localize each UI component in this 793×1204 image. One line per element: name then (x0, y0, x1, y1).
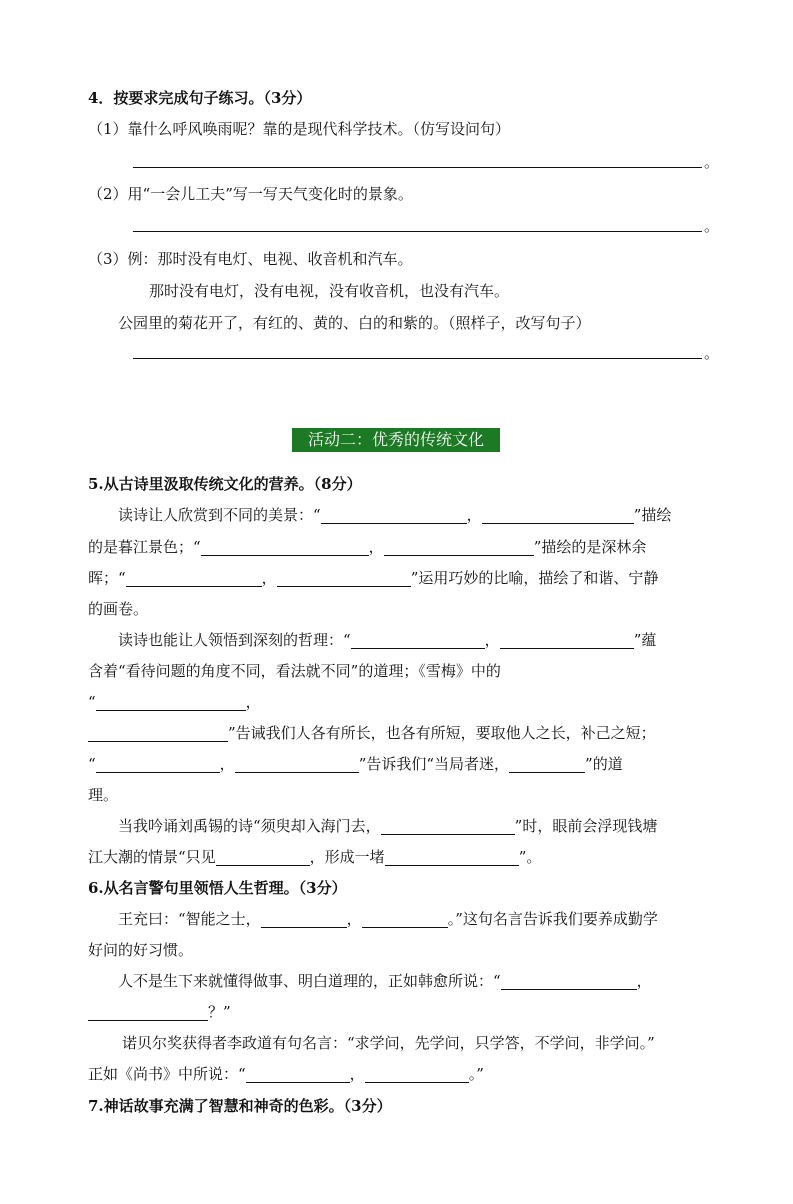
q5-line (88, 568, 658, 588)
blank[interactable] (201, 539, 369, 556)
text: ， (368, 538, 384, 556)
text: 江大潮的情景“只见 (88, 848, 216, 866)
text: ， (636, 972, 652, 990)
blank[interactable] (96, 756, 220, 773)
blank[interactable] (381, 818, 515, 835)
blank[interactable] (365, 1066, 469, 1083)
text: ？” (208, 1003, 231, 1021)
q7-title: 7.神话故事充满了智慧和神奇的色彩。（3分） (88, 1097, 392, 1115)
answer-line[interactable] (133, 231, 702, 232)
text: 。”这句名言告诉我们要养成勤学 (447, 910, 658, 928)
blank[interactable] (385, 849, 519, 866)
q4-item3-line1: （3）例：那时没有电灯、电视、收音机和汽车。 (88, 250, 413, 268)
text: 读诗让人欣赏到不同的美景：“ (118, 506, 321, 524)
q5-line (118, 630, 656, 650)
blank[interactable] (362, 911, 448, 928)
text: 正如《尚书》中所说：“ (88, 1065, 246, 1083)
blank[interactable] (246, 1066, 350, 1083)
text: ， (219, 755, 235, 773)
blank[interactable] (384, 539, 534, 556)
q5-line (88, 537, 646, 557)
q5-line (88, 847, 541, 867)
text: ”告诉我们“当局者迷， (358, 755, 510, 773)
text: “ (88, 693, 96, 711)
q5-line (88, 723, 656, 743)
text: 晖；“ (88, 569, 126, 587)
text: ”。 (518, 848, 542, 866)
period: 。 (704, 217, 720, 235)
q4-item2: （2）用“一会儿工夫”写一写天气变化时的景象。 (88, 185, 413, 203)
blank[interactable] (261, 911, 347, 928)
text: 。” (468, 1065, 484, 1083)
q6-line (118, 971, 652, 991)
q5-line (118, 505, 671, 525)
text: ”的道 (585, 755, 623, 773)
blank[interactable] (509, 756, 585, 773)
text: ， (349, 1065, 365, 1083)
q5-line: 的画卷。 (88, 600, 149, 618)
q4-item3-line2: 那时没有电灯，没有电视，没有收音机，也没有汽车。 (149, 282, 510, 300)
text: ，形成一堵 (309, 848, 385, 866)
q6-line (88, 1064, 484, 1084)
blank[interactable] (96, 694, 246, 711)
q6-line (88, 1002, 231, 1022)
blank[interactable] (126, 570, 262, 587)
blank[interactable] (277, 570, 411, 587)
text: ”告诫我们人各有所长，也各有所短，要取他人之长，补己之短； (228, 724, 656, 742)
text: ， (346, 910, 362, 928)
text: ”时，眼前会浮现钱塘 (514, 817, 658, 835)
blank[interactable] (321, 507, 467, 524)
q4-item1: （1）靠什么呼风唤雨呢？靠的是现代科学技术。（仿写设问句） (88, 120, 511, 138)
q6-line: 诺贝尔奖获得者李政道有句名言：“求学问，先学问，只学答，不学问，非学问。” (122, 1034, 655, 1052)
text: 当我吟诵刘禹锡的诗“须臾却入海门去， (118, 817, 381, 835)
q5-line: 含着“看待问题的角度不同，看法就不同”的道理；《雪梅》中的 (88, 662, 501, 680)
q5-line: 理。 (88, 786, 119, 804)
blank[interactable] (500, 632, 634, 649)
blank[interactable] (216, 849, 310, 866)
text: ， (245, 693, 261, 711)
q4-item3-line3: 公园里的菊花开了，有红的、黄的、白的和紫的。（照样子，改写句子） (118, 314, 591, 332)
text: “ (88, 755, 96, 773)
text: ， (261, 569, 277, 587)
period: 。 (704, 153, 720, 171)
q6-line: 好问的好习惯。 (88, 941, 194, 959)
text: 人不是生下来就懂得做事、明白道理的，正如韩愈所说：“ (118, 972, 501, 990)
text: 读诗也能让人领悟到深刻的哲理：“ (118, 631, 351, 649)
text: ， (466, 506, 482, 524)
period: 。 (704, 344, 720, 362)
q6-title: 6.从名言警句里领悟人生哲理。（3分） (88, 879, 347, 897)
q4-title: 4．按要求完成句子练习。（3分） (88, 89, 312, 107)
section-banner: 活动二：优秀的传统文化 (292, 428, 500, 452)
text: 王充曰：“智能之士， (118, 910, 261, 928)
text: 的是暮江景色；“ (88, 538, 201, 556)
q5-line (118, 816, 657, 836)
blank[interactable] (351, 632, 485, 649)
text: ， (484, 631, 500, 649)
q5-line (88, 692, 261, 712)
text: ”描绘 (633, 506, 672, 524)
answer-line[interactable] (133, 358, 702, 359)
q6-line (118, 909, 658, 929)
text: ”运用巧妙的比喻，描绘了和谐、宁静 (410, 569, 659, 587)
blank[interactable] (88, 1004, 208, 1021)
blank[interactable] (88, 725, 228, 742)
q5-title: 5.从古诗里汲取传统文化的营养。（8分） (88, 475, 362, 493)
answer-line[interactable] (133, 167, 702, 168)
blank[interactable] (501, 973, 637, 990)
text: ”描绘的是深林余 (533, 538, 647, 556)
text: ”蕴 (633, 631, 657, 649)
blank[interactable] (235, 756, 359, 773)
blank[interactable] (482, 507, 634, 524)
q5-line (88, 754, 623, 774)
